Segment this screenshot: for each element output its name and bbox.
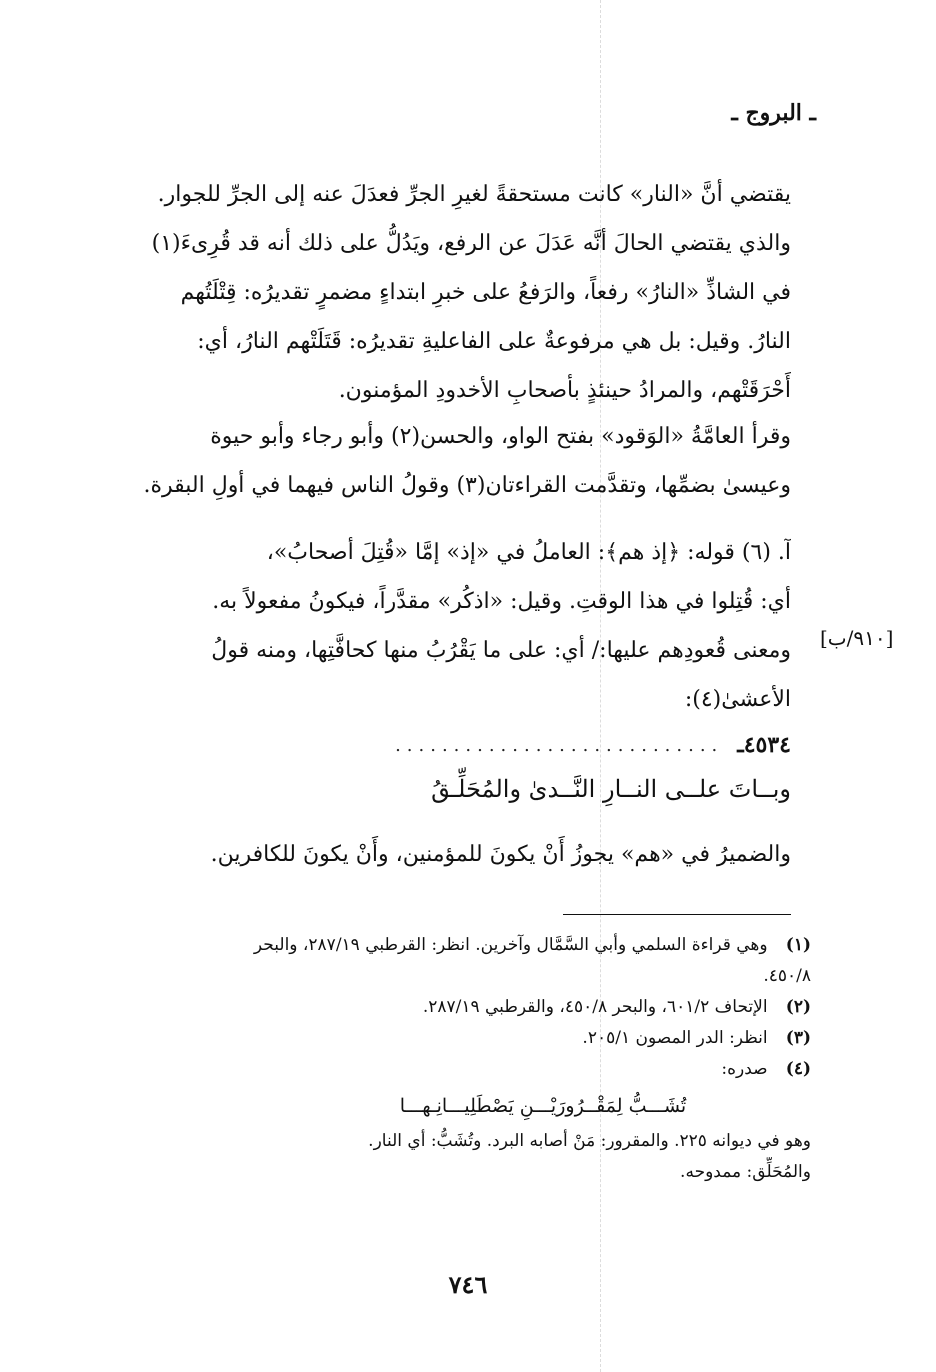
paragraph-4: والضميرُ في «هم» يجوزُ أَنْ يكونَ للمؤمنين، وأَنْ يكونَ للكافرين. [210,842,791,867]
paragraph-3 [95,528,791,724]
text-line: في الشاذِّ «النارُ» رفعاً، والرَفعُ على خبرِ ابتداءٍ مضمرٍ تقديرُه: قِتْلَتُهم [180,280,791,305]
footnote-4 [95,1054,811,1085]
footnote-number: (٢) [785,997,811,1017]
footnote-divider [563,914,791,915]
entry-number: ٤٥٣٤ـ [737,732,791,758]
running-header: ـ البروج ـ [731,100,816,126]
dotted-line: ............................ [395,734,724,756]
text-line: يقتضي أنَّ «النار» كانت مستحقةً لغيرِ الجرِّ فعدَلَ عنه إلى الجرِّ للجوار. [157,182,791,207]
text-line: وقرأ العامَّةُ «الوَقود» بفتح الواو، والحسن(٢) وأبو رجاء وأبو حيوة [210,424,791,449]
footnote-3 [95,1023,811,1054]
paragraph-2 [95,412,791,510]
footnote-verse: تُشَـــبُّ لِمَقْــرُورَيْـــنِ يَصْطَلِيـــانِـهـــا [399,1095,687,1117]
poetry-verse: وبــاتَ علــى النــارِ النَّــدىٰ والمُحَلِّـقُ [431,775,791,803]
footnote-1-continued: ٤٥٠/٨. [763,966,811,986]
footnotes [95,930,811,1188]
text-line: والذي يقتضي الحالَ أنَّه عَدَلَ عن الرفع، ويَدُلُّ على ذلك أنه قد قُرِىءَ(١) [151,231,791,256]
footnote-text: الإتحاف ٦٠١/٢، والبحر ٤٥٠/٨، والقرطبي ٢٨٧/١٩. [422,997,768,1017]
text-line: أَحْرَقَتْهم، والمرادُ حينئذٍ بأصحابِ الأخدودِ المؤمنون. [338,378,791,403]
text-line: آ. (٦) قوله: ﴿إذ هم﴾: العاملُ في «إذ» إمَّا «قُتِلَ أصحابُ»، [266,540,791,565]
footnote-number: (١) [785,935,811,955]
text-line: أي: قُتِلوا في هذا الوقتِ. وقيل: «اذكُر» مقدَّراً، فيكونُ مفعولاً به. [212,589,791,614]
footnote-4-continued: والمُحَلِّق: ممدوحه. [680,1162,811,1182]
entry-separator [95,730,791,760]
manuscript-folio-note: [٩١٠/ب] [820,626,894,650]
paragraph-1 [95,170,791,415]
footnote-number: (٤) [785,1059,811,1079]
footnote-1 [95,930,811,961]
footnote-2 [95,992,811,1023]
text-line: النارُ. وقيل: بل هي مرفوعةٌ على الفاعليةِ تقديرُه: قَتَلَتْهم النارُ، أي: [197,329,791,354]
footnote-text: انظر: الدر المصون ٢٠٥/١. [582,1028,768,1048]
text-line: الأعشىٰ(٤): [684,687,791,712]
page-number: ٧٤٦ [448,1270,488,1299]
text-line: ومعنى قُعودِهم عليها:/ أي: على ما يَقْرُبُ منها كحافَّتِها، ومنه قولُ [211,638,791,663]
footnote-number: (٣) [785,1028,811,1048]
footnote-text: صدره: [721,1059,768,1079]
footnote-4-continued: وهو في ديوانه ٢٢٥. والمقرور: مَنْ أصابه البرد. وتُشَبُّ: أي النار. [368,1131,811,1151]
text-line: وعيسىٰ بضمِّها، وتقدَّمت القراءتان(٣) وقولُ الناس فيهما في أولِ البقرة. [143,473,791,498]
footnote-text: وهي قراءة السلمي وأبي السَّمَّال وآخرين. انظر: القرطبي ٢٨٧/١٩، والبحر [253,935,768,955]
